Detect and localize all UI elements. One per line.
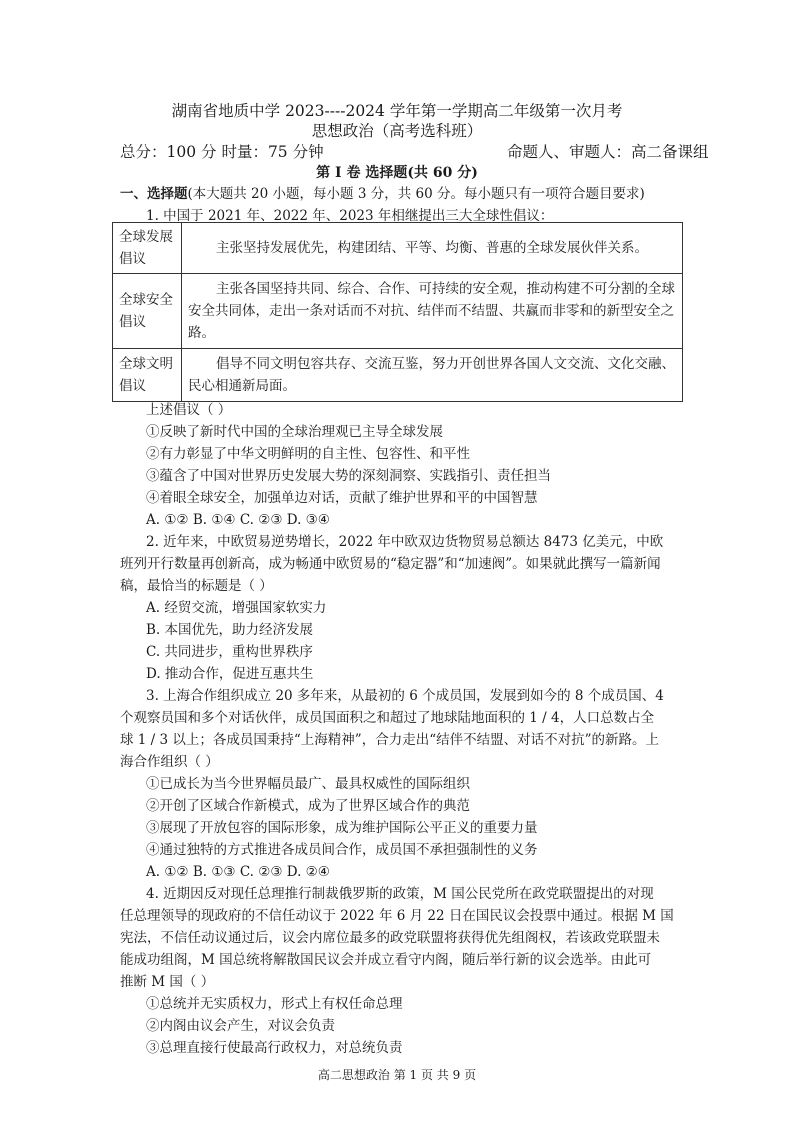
score-time: 总分：100 分 时量：75 分钟 bbox=[120, 143, 324, 161]
table-row bbox=[113, 223, 683, 274]
q2-line: 班列开行数量再创新高，成为畅通中欧贸易的“稳定器”和“加速阀”。如果就此撰写一篇新闻 bbox=[120, 556, 661, 572]
q3-option: ③展现了开放包容的国际形象，成为维护国际公平正义的重要力量 bbox=[146, 820, 538, 836]
q1-option: ④着眼全球安全，加强单边对话，贡献了维护世界和平的中国智慧 bbox=[146, 490, 538, 506]
initiatives-table bbox=[112, 222, 683, 402]
exam-title: 湖南省地质中学 2023----2024 学年第一学期高二年级第一次月考 bbox=[171, 102, 623, 120]
initiative-name: 全球安全倡议 bbox=[113, 274, 182, 349]
section-title: 第 Ⅰ 卷 选择题(共 60 分) bbox=[316, 165, 478, 181]
initiative-desc: 主张坚持发展优先，构建团结、平等、均衡、普惠的全球发展伙伴关系。 bbox=[182, 223, 683, 274]
q4-line: 推断 M 国（ ） bbox=[120, 974, 215, 990]
table-row bbox=[113, 349, 683, 402]
q1-prompt: 上述倡议（ ） bbox=[146, 402, 232, 418]
q4-line: 能成功组阁，M 国总统将解散国民议会并成立看守内阁，随后举行新的议会选举。由此可 bbox=[120, 952, 652, 968]
q3-line: 球 1 / 3 以上；各成员国秉持“上海精神”，合力走出“结伴不结盟、对话不对抗”的新路。上 bbox=[120, 732, 659, 748]
q2-option: C. 共同进步，重构世界秩序 bbox=[146, 644, 313, 660]
q3-line: 个观察员国和多个对话伙伴，成员国面积之和超过了地球陆地面积的 1 / 4，人口总数占全 bbox=[120, 710, 655, 726]
q1-choices: A. ①② B. ①④ C. ②③ D. ③④ bbox=[146, 512, 330, 528]
q3-line: 3. 上海合作组织成立 20 多年来，从最初的 6 个成员国，发展到如今的 8 个成员国、4 bbox=[146, 688, 664, 704]
q3-option: ①已成长为当今世界幅员最广、最具权威性的国际组织 bbox=[146, 776, 470, 792]
q4-line: 4. 近期因反对现任总理推行制裁俄罗斯的政策，M 国公民党所在政党联盟提出的对现 bbox=[146, 886, 654, 902]
q1-stem: 1. 中国于 2021 年、2022 年、2023 年相继提出三大全球性倡议： bbox=[146, 208, 554, 224]
q3-line: 海合作组织（ ） bbox=[120, 754, 219, 770]
initiative-desc: 主张各国坚持共同、综合、合作、可持续的安全观，推动构建不可分割的全球安全共同体，走出一条对话而不对抗、结伴而不结盟、共赢而非零和的新型安全之路。 bbox=[182, 274, 683, 349]
q4-option: ③总理直接行使最高行政权力，对总统负责 bbox=[146, 1040, 403, 1056]
q2-option: A. 经贸交流，增强国家软实力 bbox=[146, 600, 327, 616]
initiative-desc: 倡导不同文明包容共存、交流互鉴，努力开创世界各国人文交流、文化交融、民心相通新局面。 bbox=[182, 349, 683, 402]
q3-choices: A. ①② B. ①③ C. ②③ D. ②④ bbox=[146, 864, 330, 880]
initiative-name: 全球文明倡议 bbox=[113, 349, 182, 402]
page-footer: 高二思想政治 第 1 页 共 9 页 bbox=[317, 1068, 477, 1082]
q2-option: D. 推动合作，促进互惠共生 bbox=[146, 666, 314, 682]
part-instructions: (本大题共 20 小题，每小题 3 分，共 60 分。每小题只有一项符合题目要求) bbox=[187, 186, 645, 202]
q4-line: 任总理领导的现政府的不信任动议于 2022 年 6 月 22 日在国民议会投票中通过。根据 M 国 bbox=[120, 908, 674, 924]
q4-option: ②内阁由议会产生，对议会负责 bbox=[146, 1018, 335, 1034]
q3-option: ④通过独特的方式推进各成员间合作，成员国不承担强制性的义务 bbox=[146, 842, 538, 858]
authors: 命题人、审题人：高二备课组 bbox=[507, 143, 709, 161]
q2-line: 稿，最恰当的标题是（ ） bbox=[120, 578, 273, 594]
table-row bbox=[113, 274, 683, 349]
part-heading bbox=[120, 182, 645, 202]
q1-option: ②有力彰显了中华文明鲜明的自主性、包容性、和平性 bbox=[146, 446, 470, 462]
q1-option: ③蕴含了中国对世界历史发展大势的深刻洞察、实践指引、责任担当 bbox=[146, 468, 551, 484]
q1-option: ①反映了新时代中国的全球治理观已主导全球发展 bbox=[146, 424, 443, 440]
q2-option: B. 本国优先，助力经济发展 bbox=[146, 622, 314, 638]
q4-option: ①总统并无实质权力，形式上有权任命总理 bbox=[146, 996, 403, 1012]
exam-subtitle: 思想政治（高考选科班） bbox=[311, 122, 483, 140]
q2-line: 2. 近年来，中欧贸易逆势增长，2022 年中欧双边货物贸易总额达 8473 亿美元，中欧 bbox=[146, 534, 664, 550]
part-label: 一、选择题 bbox=[120, 186, 188, 202]
q4-line: 宪法，不信任动议通过后，议会内席位最多的政党联盟将获得优先组阁权，若该政党联盟未 bbox=[120, 930, 660, 946]
q3-option: ②开创了区域合作新模式，成为了世界区域合作的典范 bbox=[146, 798, 470, 814]
initiative-name: 全球发展倡议 bbox=[113, 223, 182, 274]
